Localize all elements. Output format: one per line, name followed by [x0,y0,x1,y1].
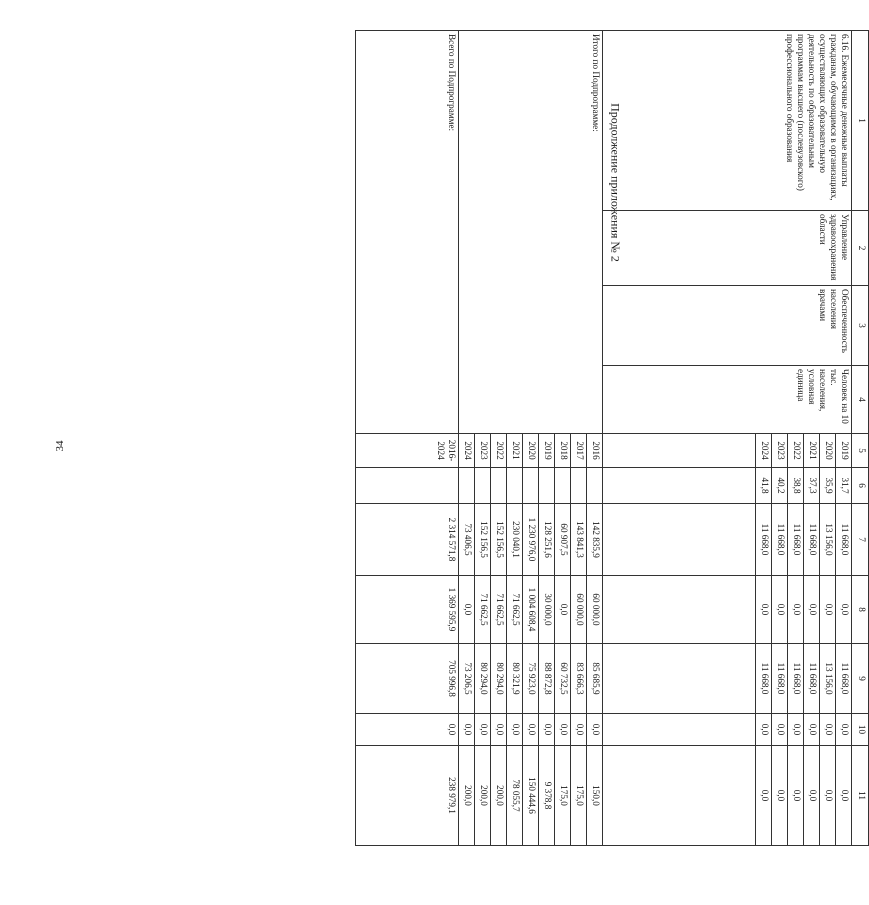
year-cell: 2019 [836,434,852,468]
col9-cell: 80 294,0 [475,644,491,714]
indicator-value [571,468,587,504]
col8-cell: 60 000,0 [587,576,603,644]
col9-cell: 75 923,0 [523,644,539,714]
header-col-6: 6 [852,468,869,504]
indicator-value [459,468,475,504]
col8-cell: 30 000,0 [539,576,555,644]
empty-cell [603,468,756,504]
indicator-value: 41,8 [756,468,772,504]
empty-cell [603,644,756,714]
col10-cell: 0,0 [491,714,507,746]
year-cell: 2020 [820,434,836,468]
measure-indicator: Обеспеченность населения врачами [603,286,852,366]
col9-cell: 60 732,5 [555,644,571,714]
indicator-value [507,468,523,504]
col10-cell: 0,0 [507,714,523,746]
col11-cell: 175,0 [571,746,587,846]
total-cell: 11 668,0 [788,504,804,576]
indicator-value: 35,9 [820,468,836,504]
indicator-value: 40,2 [772,468,788,504]
col11-cell: 175,0 [555,746,571,846]
indicator-value [491,468,507,504]
header-col-7: 7 [852,504,869,576]
col8-cell: 0,0 [555,576,571,644]
col10-cell: 0,0 [788,714,804,746]
col9-cell: 88 872,8 [539,644,555,714]
indicator-value: 31,7 [836,468,852,504]
year-cell: 2016-2024 [356,434,459,468]
col11-cell: 238 979,1 [356,746,459,846]
col11-cell: 200,0 [475,746,491,846]
total-cell: 152 156,5 [475,504,491,576]
col10-cell: 0,0 [836,714,852,746]
measure-executor: Управление здравоохранения области [603,211,852,286]
col8-cell: 71 662,5 [507,576,523,644]
year-cell: 2022 [491,434,507,468]
header-col-5: 5 [852,434,869,468]
total-cell: 128 251,6 [539,504,555,576]
col9-cell: 83 666,3 [571,644,587,714]
col9-cell: 80 321,9 [507,644,523,714]
total-cell: 11 668,0 [756,504,772,576]
col8-cell: 0,0 [772,576,788,644]
empty-cell [603,714,756,746]
col9-cell: 11 668,0 [772,644,788,714]
subtotal-label: Итого по Подпрограмме: [459,31,603,434]
year-cell: 2018 [555,434,571,468]
col11-cell: 200,0 [459,746,475,846]
col8-cell: 0,0 [804,576,820,644]
col10-cell: 0,0 [539,714,555,746]
total-cell: 152 156,5 [491,504,507,576]
appendix-note: Продолжение приложения № 2 [608,103,623,262]
measure-name: 6.16. Ежемесячные денежные выплаты гражданам, обучающимся в организациях, осуществляющих образовательную деятельность по образовательным программам высшего (послевузовского) профессионального образования [603,31,852,211]
indicator-value [356,468,459,504]
year-cell: 2023 [772,434,788,468]
budget-table [355,30,869,846]
col11-cell: 0,0 [820,746,836,846]
col10-cell: 0,0 [475,714,491,746]
header-col-1: 1 [852,31,869,211]
col8-cell: 60 000,0 [571,576,587,644]
indicator-value [587,468,603,504]
col10-cell: 0,0 [555,714,571,746]
total-cell: 11 668,0 [772,504,788,576]
col11-cell: 0,0 [836,746,852,846]
header-col-11: 11 [852,746,869,846]
col8-cell: 0,0 [788,576,804,644]
table-row [836,31,852,846]
total-label: Всего по Подпрограмме: [356,31,459,434]
col10-cell: 0,0 [523,714,539,746]
col11-cell: 150,0 [587,746,603,846]
indicator-value [523,468,539,504]
page-number: 34 [54,440,66,452]
year-cell: 2019 [539,434,555,468]
col10-cell: 0,0 [820,714,836,746]
col11-cell: 9 378,8 [539,746,555,846]
year-cell: 2021 [804,434,820,468]
header-col-9: 9 [852,644,869,714]
total-cell: 142 835,9 [587,504,603,576]
col9-cell: 705 996,8 [356,644,459,714]
col11-cell: 200,0 [491,746,507,846]
table-row-total [356,31,459,846]
year-cell: 2021 [507,434,523,468]
col11-cell: 0,0 [756,746,772,846]
col9-cell: 13 156,0 [820,644,836,714]
col9-cell: 73 206,5 [459,644,475,714]
col9-cell: 11 668,0 [836,644,852,714]
header-row [852,31,869,846]
col8-cell: 0,0 [756,576,772,644]
rotated-table-container [324,30,869,845]
year-cell: 2023 [475,434,491,468]
col9-cell: 11 668,0 [804,644,820,714]
total-cell: 60 907,5 [555,504,571,576]
total-cell: 11 668,0 [804,504,820,576]
col10-cell: 0,0 [459,714,475,746]
col8-cell: 0,0 [836,576,852,644]
total-cell: 1 230 976,0 [523,504,539,576]
total-cell: 2 314 571,8 [356,504,459,576]
indicator-value [539,468,555,504]
col8-cell: 71 662,5 [491,576,507,644]
year-cell: 2024 [756,434,772,468]
total-cell: 13 156,0 [820,504,836,576]
empty-cell [603,504,756,576]
col11-cell: 0,0 [788,746,804,846]
col8-cell: 1 004 608,4 [523,576,539,644]
col9-cell: 80 294,0 [491,644,507,714]
col8-cell: 0,0 [820,576,836,644]
col10-cell: 0,0 [571,714,587,746]
year-cell: 2017 [571,434,587,468]
col11-cell: 0,0 [804,746,820,846]
col11-cell: 0,0 [772,746,788,846]
empty-cell [603,434,756,468]
total-cell: 230 040,1 [507,504,523,576]
indicator-value: 38,8 [788,468,804,504]
col10-cell: 0,0 [804,714,820,746]
header-col-10: 10 [852,714,869,746]
total-cell: 143 841,3 [571,504,587,576]
measure-unit: Человек на 10 тыс. населения, условная единица [603,366,852,434]
col10-cell: 0,0 [587,714,603,746]
col11-cell: 150 444,6 [523,746,539,846]
col8-cell: 71 662,5 [475,576,491,644]
header-col-3: 3 [852,286,869,366]
year-cell: 2024 [459,434,475,468]
indicator-value [475,468,491,504]
col8-cell: 0,0 [459,576,475,644]
col8-cell: 1 369 595,9 [356,576,459,644]
indicator-value [555,468,571,504]
header-col-2: 2 [852,211,869,286]
empty-cell [603,576,756,644]
year-cell: 2020 [523,434,539,468]
col10-cell: 0,0 [772,714,788,746]
indicator-value: 37,3 [804,468,820,504]
year-cell: 2022 [788,434,804,468]
col9-cell: 85 685,9 [587,644,603,714]
table-row [587,31,603,846]
header-col-8: 8 [852,576,869,644]
col10-cell: 0,0 [356,714,459,746]
col9-cell: 11 668,0 [756,644,772,714]
total-cell: 73 406,5 [459,504,475,576]
total-cell: 11 668,0 [836,504,852,576]
col11-cell: 78 055,7 [507,746,523,846]
col10-cell: 0,0 [756,714,772,746]
header-col-4: 4 [852,366,869,434]
year-cell: 2016 [587,434,603,468]
empty-cell [603,746,756,846]
col9-cell: 11 668,0 [788,644,804,714]
